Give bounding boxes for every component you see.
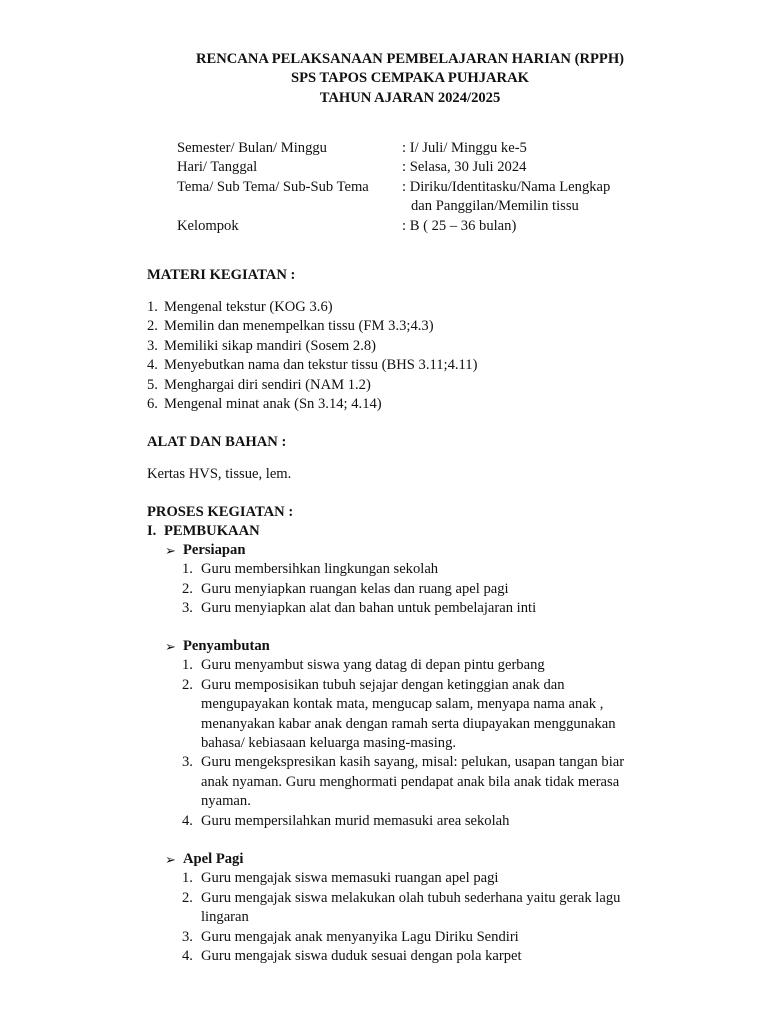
list-item: 2. Guru memposisikan tubuh sejajar dengan ketinggian anak dan mengupayakan kontak mata, mengucap salam, menyapa nama anak , menanyakan kabar anak dengan ramah serta diupayakan menggunakan bahasa/ kebiasaan keluarga masing-masing. [182,676,616,752]
subsection-apel-pagi [165,850,671,966]
title-line-1: RENCANA PELAKSANAAN PEMBELAJARAN HARIAN (RPPH) [195,51,625,67]
arrow-bullet-icon: ➢ [165,543,176,558]
step-list [165,656,671,831]
list-item: 4. Guru mempersilahkan murid memasuki area sekolah [182,812,510,829]
list-item: 3. Guru menyiapkan alat dan bahan untuk pembelajaran inti [182,600,537,617]
arrow-bullet-icon: ➢ [165,639,176,654]
list-item: 1. Guru menyambut siswa yang datag di depan pintu gerbang [182,657,545,674]
meta-value-continuation: dan Panggilan/Memilin tissu [411,198,579,215]
alat-heading: ALAT DAN BAHAN : [147,434,287,450]
meta-row-semester [177,139,682,158]
meta-label: Tema/ Sub Tema/ Sub-Sub Tema [177,178,369,195]
list-item: 2. Guru mengajak siswa melakukan olah tubuh sederhana yaitu gerak lagu lingaran [182,889,621,926]
meta-label: Hari/ Tanggal [177,159,258,176]
proses-heading: PROSES KEGIATAN : [147,504,294,520]
meta-value-multiline [402,178,682,217]
meta-value: : I/ Juli/ Minggu ke-5 [402,140,527,156]
step-list [165,560,671,618]
list-item: 1. Mengenal tekstur (KOG 3.6) [147,299,333,315]
subsection-title: Penyambutan [183,638,270,654]
materi-list [147,298,477,414]
alat-text: Kertas HVS, tissue, lem. [147,466,292,482]
subsection-title: Persiapan [183,542,246,558]
meta-value: : B ( 25 – 36 bulan) [402,217,517,234]
list-item: 2. Memilin dan menempelkan tissu (FM 3.3;4.3) [147,318,434,335]
section-title: PEMBUKAAN [164,523,260,539]
meta-value: : Diriku/Identitasku/Nama Lengkap [402,178,611,195]
list-item: 1. Guru membersihkan lingkungan sekolah [182,561,439,578]
list-item: 5. Menghargai diri sendiri (NAM 1.2) [147,376,371,393]
meta-label: Kelompok [177,217,239,234]
materi-heading: MATERI KEGIATAN : [147,267,296,283]
meta-table [177,139,682,236]
section-pembukaan [147,522,260,541]
list-item: 3. Guru mengekspresikan kasih sayang, misal: pelukan, usapan tangan biar anak nyaman. Guru menghormati pendapat anak bila anak tidak merasa nyaman. [182,754,625,810]
list-item: 4. Menyebutkan nama dan tekstur tissu (BHS 3.11;4.11) [147,357,478,374]
subsection-title: Apel Pagi [183,851,244,867]
title-line-2: SPS TAPOS CEMPAKA PUHJARAK [291,70,529,87]
subsection-persiapan [165,541,671,619]
meta-label: Semester/ Bulan/ Minggu [177,140,327,156]
subsection-penyambutan [165,637,671,831]
list-item: 3. Memiliki sikap mandiri (Sosem 2.8) [147,337,376,354]
list-item: 2. Guru menyiapkan ruangan kelas dan ruang apel pagi [182,580,509,597]
step-list [165,869,671,966]
meta-value: : Selasa, 30 Juli 2024 [402,159,527,176]
list-item: 3. Guru mengajak anak menyanyika Lagu Diriku Sendiri [182,928,519,945]
meta-row-date [177,158,682,177]
list-item: 1. Guru mengajak siswa memasuki ruangan apel pagi [182,870,499,887]
arrow-bullet-icon: ➢ [165,852,176,867]
document-title [0,50,768,108]
list-item: 4. Guru mengajak siswa duduk sesuai dengan pola karpet [182,948,522,965]
list-item: 6. Mengenal minat anak (Sn 3.14; 4.14) [147,396,382,413]
section-number: I. [147,523,157,539]
meta-row-theme [177,178,682,217]
title-line-3: TAHUN AJARAN 2024/2025 [319,89,501,106]
meta-row-group [177,217,682,236]
